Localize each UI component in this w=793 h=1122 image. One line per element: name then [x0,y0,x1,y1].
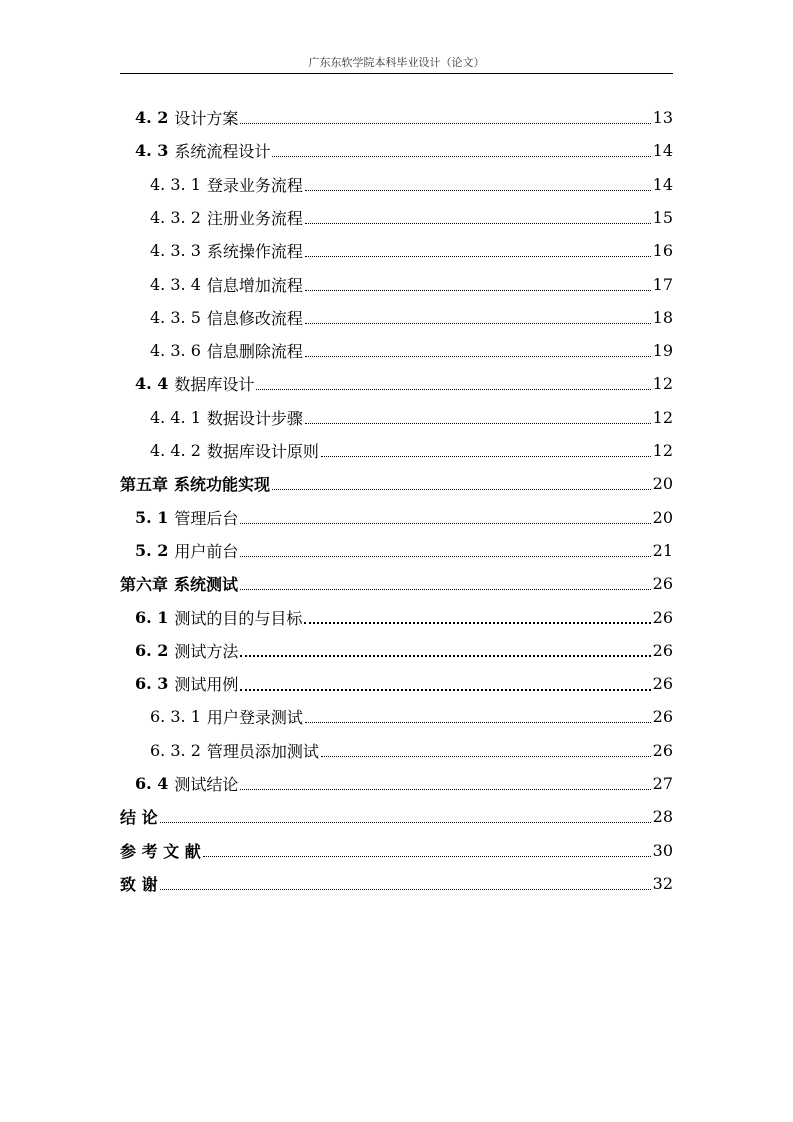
toc-entry[interactable] [150,334,673,367]
toc-entry[interactable] [150,234,673,267]
toc-entry-title: 系统测试 [174,575,239,595]
toc-entry-page: 26 [652,707,673,727]
toc-entry-page: 26 [652,674,673,694]
toc-entry-page: 18 [652,307,673,327]
toc-entry-page: 26 [652,574,673,594]
toc-entry-title: 结 论 [120,808,158,828]
toc-entry-number: 5. 1 [135,507,169,527]
toc-leader-dots [305,223,651,224]
toc-entry-number: 6. 3. 2 [150,740,201,760]
toc-entry-number: 6. 3. 1 [150,707,201,727]
toc-entry-title: 参 考 文 献 [120,841,201,861]
toc-entry-page: 14 [652,174,673,194]
toc-leader-dots [321,456,651,457]
toc-leader-dots [272,489,651,490]
toc-entry-title: 系统流程设计 [174,142,271,162]
header-divider [120,73,673,74]
toc-entry[interactable] [135,501,673,534]
toc-entry[interactable] [135,767,673,800]
toc-leader-dots [304,622,650,624]
toc-entry-page: 17 [652,274,673,294]
toc-entry[interactable] [150,434,673,467]
toc-entry-page: 12 [652,374,673,394]
toc-entry[interactable] [150,700,673,733]
toc-entry-number: 6. 2 [135,640,169,660]
toc-leader-dots [305,256,651,257]
toc-leader-dots [305,190,651,191]
toc-entry-title: 测试用例 [174,675,239,695]
toc-leader-dots [203,856,651,857]
toc-entry-title: 管理后台 [174,508,239,528]
toc-entry[interactable] [135,134,673,167]
toc-entry-page: 15 [652,207,673,227]
toc-leader-dots [240,789,650,790]
toc-entry-title: 数据库设计 [174,375,255,395]
toc-entry-page: 27 [652,774,673,793]
toc-leader-dots [240,589,651,590]
toc-entry-number: 4. 3. 3 [150,241,201,261]
toc-entry-number: 4. 4. 1 [150,407,201,427]
toc-entry-page: 30 [652,840,673,860]
toc-entry[interactable] [135,601,673,634]
toc-entry-page: 13 [652,108,673,127]
toc-entry[interactable] [135,634,673,667]
toc-leader-dots [305,356,651,357]
toc-leader-dots [240,689,650,691]
toc-entry-title: 测试方法 [174,641,239,661]
toc-leader-dots [240,523,650,524]
toc-leader-dots [321,756,651,757]
toc-entry-number: 4. 4. 2 [150,441,201,460]
toc-entry[interactable] [150,268,673,301]
toc-entry-number: 6. 3 [135,674,169,694]
toc-entry-title: 管理员添加测试 [206,741,319,761]
toc-entry[interactable] [150,168,673,201]
toc-entry-number: 第五章 [120,475,169,495]
toc-entry-page: 26 [652,607,673,627]
toc-entry-page: 32 [652,873,673,893]
toc-entry-title: 致 谢 [120,874,158,894]
toc-entry-page: 21 [652,540,673,560]
toc-entry-number: 6. 1 [135,607,169,627]
toc-leader-dots [160,889,651,890]
toc-entry-page: 26 [652,640,673,660]
toc-entry-page: 12 [652,441,673,460]
toc-entry-title: 登录业务流程 [206,175,303,195]
toc-entry-number: 4. 3. 5 [150,307,201,327]
toc-leader-dots [240,655,650,657]
toc-entry-page: 28 [652,807,673,827]
toc-entry-number: 5. 2 [135,540,169,560]
toc-leader-dots [305,290,651,291]
toc-leader-dots [240,556,650,557]
toc-entry[interactable] [120,800,673,833]
toc-entry-page: 26 [652,740,673,760]
toc-entry[interactable] [150,401,673,434]
toc-entry-title: 注册业务流程 [206,208,303,228]
toc-entry-number: 4. 3. 6 [150,341,201,361]
toc-entry-page: 20 [652,474,673,494]
toc-entry-title: 信息增加流程 [206,275,303,295]
toc-entry-number: 4. 4 [135,374,169,394]
toc-entry-page: 14 [652,141,673,161]
toc-entry[interactable] [120,834,673,867]
toc-entry-title: 设计方案 [174,109,239,128]
toc-entry-page: 16 [652,241,673,261]
toc-entry[interactable] [120,567,673,600]
toc-entry[interactable] [150,734,673,767]
toc-entry[interactable] [150,301,673,334]
toc-leader-dots [160,822,651,823]
toc-leader-dots [305,323,651,324]
toc-entry-title: 测试的目的与目标 [174,608,303,628]
toc-entry-number: 4. 2 [135,108,169,127]
toc-entry-page: 12 [652,407,673,427]
toc-entry[interactable] [135,534,673,567]
toc-entry[interactable] [120,867,673,900]
toc-leader-dots [272,156,650,157]
toc-entry-page: 20 [652,507,673,527]
toc-entry-number: 4. 3 [135,141,169,161]
toc-entry-page: 19 [652,341,673,361]
toc-entry-number: 第六章 [120,575,169,595]
toc-entry[interactable] [135,101,673,134]
toc-entry-title: 系统操作流程 [206,242,303,262]
toc-leader-dots [305,423,651,424]
toc-entry-title: 用户前台 [174,541,239,561]
toc-entry-title: 测试结论 [174,775,239,794]
toc-entry[interactable] [150,201,673,234]
toc-entry-number: 6. 4 [135,774,169,793]
toc-entry[interactable] [120,467,673,500]
toc-entry-number: 4. 3. 1 [150,174,201,194]
toc-entry-number: 4. 3. 2 [150,207,201,227]
toc-entry[interactable] [135,367,673,400]
toc-entry[interactable] [135,667,673,700]
page-header: 广东东软学院本科毕业设计（论文） [308,56,485,69]
toc-leader-dots [305,722,651,723]
toc-entry-title: 信息修改流程 [206,308,303,328]
toc-entry-title: 数据设计步骤 [206,408,303,428]
toc-leader-dots [256,389,650,390]
toc-entry-title: 系统功能实现 [174,475,271,495]
toc-entry-number: 4. 3. 4 [150,274,201,294]
toc-entry-title: 用户登录测试 [206,708,303,728]
toc-entry-title: 信息删除流程 [206,342,303,362]
toc-leader-dots [240,123,650,124]
toc-entry-title: 数据库设计原则 [206,442,319,461]
